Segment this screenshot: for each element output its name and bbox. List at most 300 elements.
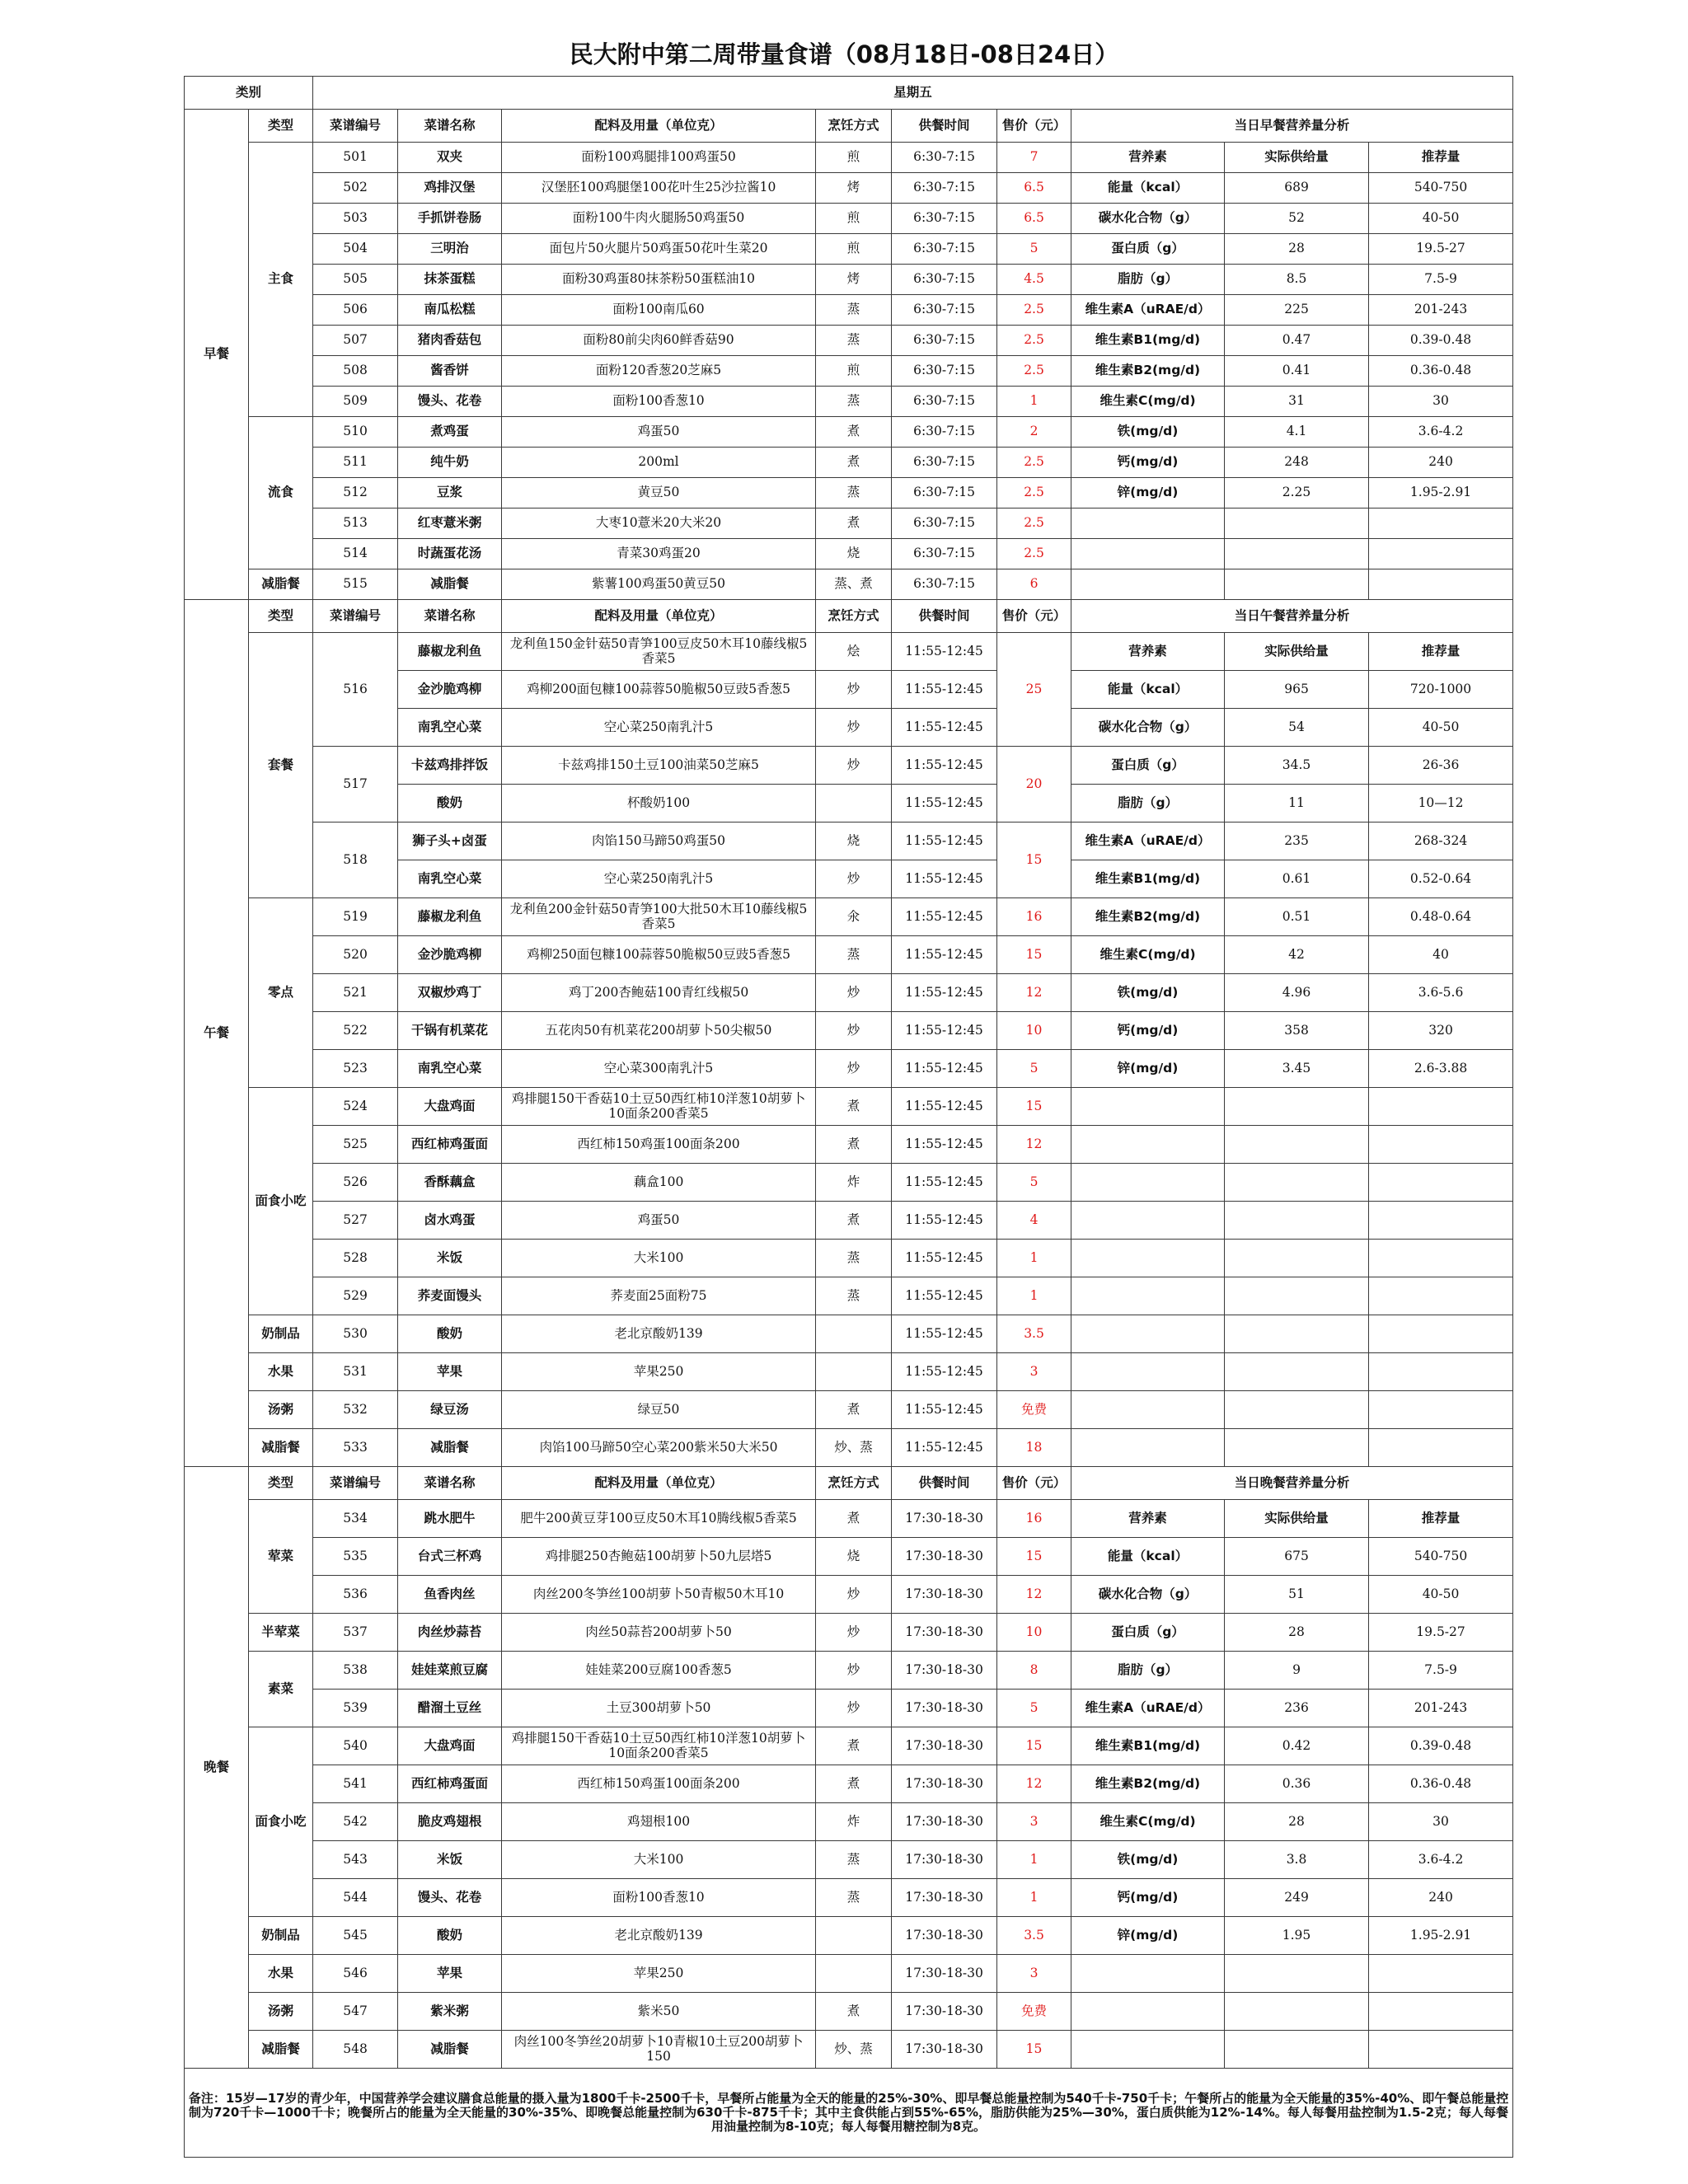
nutrient-recommend: 268-324 [1369, 823, 1513, 860]
nutrient-recommend: 0.39-0.48 [1369, 1727, 1513, 1765]
header-row [185, 1467, 1513, 1500]
nutrient-name: 维生素B1(mg/d) [1071, 1727, 1225, 1765]
dish-code: 501 [313, 143, 398, 173]
group-label: 减脂餐 [249, 1429, 313, 1467]
table-row [185, 1765, 1513, 1803]
dish-code: 514 [313, 539, 398, 569]
cooking-method [816, 1917, 892, 1955]
dish-ingredients: 老北京酸奶139 [502, 1315, 816, 1353]
serving-time: 11:55-12:45 [892, 1391, 997, 1429]
serving-time: 6:30-7:15 [892, 204, 997, 234]
cooking-method: 煮 [816, 417, 892, 448]
serving-time: 11:55-12:45 [892, 974, 997, 1012]
dish-name: 馒头、花卷 [398, 1879, 502, 1917]
dish-code: 532 [313, 1391, 398, 1429]
empty-cell [1071, 569, 1225, 600]
recommend-header: 推荐量 [1369, 143, 1513, 173]
dish-price: 2.5 [997, 478, 1071, 509]
dish-name: 南乳空心菜 [398, 1050, 502, 1088]
serving-time: 11:55-12:45 [892, 633, 997, 671]
dish-ingredients: 荞麦面25面粉75 [502, 1277, 816, 1315]
nutrient-name: 钙(mg/d) [1071, 448, 1225, 478]
dish-ingredients: 西红柿150鸡蛋100面条200 [502, 1765, 816, 1803]
dish-code: 524 [313, 1088, 398, 1126]
dish-price: 2.5 [997, 539, 1071, 569]
category-label: 类别 [185, 77, 313, 110]
dish-ingredients: 鸡蛋50 [502, 417, 816, 448]
dish-name: 脆皮鸡翅根 [398, 1803, 502, 1841]
serving-time: 6:30-7:15 [892, 356, 997, 387]
serving-time: 6:30-7:15 [892, 539, 997, 569]
dish-code: 546 [313, 1955, 398, 1993]
serving-time: 6:30-7:15 [892, 569, 997, 600]
header-name: 菜谱名称 [398, 1467, 502, 1500]
dish-ingredients: 苹果250 [502, 1955, 816, 1993]
dish-ingredients: 肉丝100冬笋丝20胡萝卜10青椒10土豆200胡萝卜150 [502, 2031, 816, 2069]
dish-name: 娃娃菜煎豆腐 [398, 1652, 502, 1690]
dish-code: 535 [313, 1538, 398, 1576]
dish-code: 542 [313, 1803, 398, 1841]
nutrient-actual: 8.5 [1225, 265, 1369, 295]
nutrient-name: 蛋白质（g） [1071, 234, 1225, 265]
dish-code: 521 [313, 974, 398, 1012]
nutrient-actual: 358 [1225, 1012, 1369, 1050]
dish-ingredients: 大枣10薏米20大米20 [502, 509, 816, 539]
cooking-method: 煮 [816, 1993, 892, 2031]
cooking-method: 炸 [816, 1164, 892, 1202]
cooking-method: 蒸、煮 [816, 569, 892, 600]
dish-price: 10 [997, 1614, 1071, 1652]
serving-time: 17:30-18-30 [892, 1500, 997, 1538]
cooking-method: 炒 [816, 860, 892, 898]
dish-price: 6 [997, 569, 1071, 600]
group-label: 套餐 [249, 633, 313, 898]
cooking-method: 煮 [816, 1088, 892, 1126]
dish-code: 503 [313, 204, 398, 234]
analysis-title: 当日晚餐营养量分析 [1071, 1467, 1513, 1500]
nutrient-name: 碳水化合物（g） [1071, 204, 1225, 234]
dish-ingredients: 面粉120香葱20芝麻5 [502, 356, 816, 387]
dish-code: 543 [313, 1841, 398, 1879]
serving-time: 6:30-7:15 [892, 387, 997, 417]
set-code: 518 [313, 823, 398, 898]
dish-code: 528 [313, 1240, 398, 1277]
dish-name: 藤椒龙利鱼 [398, 633, 502, 671]
nutrient-name: 铁(mg/d) [1071, 1841, 1225, 1879]
serving-time: 6:30-7:15 [892, 478, 997, 509]
table-row [185, 1353, 1513, 1391]
cooking-method: 炒 [816, 1652, 892, 1690]
empty-cell [1225, 1088, 1369, 1126]
cooking-method: 炒、蒸 [816, 1429, 892, 1467]
nutrient-name: 钙(mg/d) [1071, 1879, 1225, 1917]
empty-cell [1225, 569, 1369, 600]
serving-time: 17:30-18-30 [892, 1917, 997, 1955]
dish-code: 539 [313, 1690, 398, 1727]
dish-name: 醋溜土豆丝 [398, 1690, 502, 1727]
empty-cell [1369, 1993, 1513, 2031]
table-row [185, 1841, 1513, 1879]
nutrient-recommend: 0.52-0.64 [1369, 860, 1513, 898]
cooking-method: 炒 [816, 1614, 892, 1652]
nutrient-recommend: 0.39-0.48 [1369, 326, 1513, 356]
header-method: 烹饪方式 [816, 110, 892, 143]
dish-name: 台式三杯鸡 [398, 1538, 502, 1576]
nutrient-header: 营养素 [1071, 1500, 1225, 1538]
cooking-method: 蒸 [816, 1879, 892, 1917]
dish-ingredients: 藕盒100 [502, 1164, 816, 1202]
actual-header: 实际供给量 [1225, 1500, 1369, 1538]
dish-code: 506 [313, 295, 398, 326]
dish-price: 免费 [997, 1391, 1071, 1429]
note-row [185, 2069, 1513, 2158]
dish-code: 541 [313, 1765, 398, 1803]
note-text: 备注：15岁—17岁的青少年，中国营养学会建议膳食总能量的摄入量为1800千卡-2500千卡，早餐所占能量为全天的能量的25%-30%、即早餐总能量控制为540千卡-750千卡；午餐所占的能量为全天能量的35%-40%、即午餐总能量控制为720千卡—1000千卡；晚餐所占的能量为全天能量的30%-35%、即晚餐总能量控制为630千卡-875千卡；其中主食供能占到55%-65%，脂肪供能为25%—30%，蛋白质供能为12%-14%。每人每餐用盐控制为1.5-2克；每人每餐用油量控制为8-10克；每人每餐用糖控制为8克。 [185, 2069, 1513, 2158]
dish-ingredients: 龙利鱼200金针菇50青笋100大批50木耳10藤线椒5香菜5 [502, 898, 816, 936]
dish-code: 519 [313, 898, 398, 936]
empty-cell [1071, 1088, 1225, 1126]
serving-time: 11:55-12:45 [892, 860, 997, 898]
dish-price: 2.5 [997, 356, 1071, 387]
group-label: 主食 [249, 143, 313, 417]
table-row [185, 1391, 1513, 1429]
actual-header: 实际供给量 [1225, 633, 1369, 671]
cooking-method: 烧 [816, 1538, 892, 1576]
nutrient-name: 维生素C(mg/d) [1071, 936, 1225, 974]
dish-price: 3 [997, 1955, 1071, 1993]
nutrient-name: 维生素B1(mg/d) [1071, 860, 1225, 898]
empty-cell [1369, 1391, 1513, 1429]
dish-code: 531 [313, 1353, 398, 1391]
empty-cell [1225, 539, 1369, 569]
dish-ingredients: 鸡蛋50 [502, 1202, 816, 1240]
nutrient-recommend: 201-243 [1369, 295, 1513, 326]
table-row [185, 356, 1513, 387]
serving-time: 11:55-12:45 [892, 1240, 997, 1277]
cooking-method: 炒 [816, 1690, 892, 1727]
table-row [185, 1202, 1513, 1240]
dish-code: 529 [313, 1277, 398, 1315]
dish-code: 544 [313, 1879, 398, 1917]
meal-dinner: 晚餐 [185, 1467, 249, 2069]
table-row [185, 326, 1513, 356]
cooking-method: 煎 [816, 204, 892, 234]
dish-ingredients: 空心菜250南乳汁5 [502, 860, 816, 898]
table-row [185, 1050, 1513, 1088]
dish-price: 8 [997, 1652, 1071, 1690]
header-type: 类型 [249, 1467, 313, 1500]
empty-cell [1225, 1993, 1369, 2031]
nutrient-name: 维生素C(mg/d) [1071, 1803, 1225, 1841]
dish-ingredients: 娃娃菜200豆腐100香葱5 [502, 1652, 816, 1690]
set-price: 20 [997, 747, 1071, 823]
meal-lunch: 午餐 [185, 600, 249, 1467]
empty-cell [1071, 1353, 1225, 1391]
table-row [185, 509, 1513, 539]
dish-code: 510 [313, 417, 398, 448]
table-row [185, 823, 1513, 860]
dish-name: 减脂餐 [398, 569, 502, 600]
dish-price: 1 [997, 1277, 1071, 1315]
nutrient-recommend: 7.5-9 [1369, 1652, 1513, 1690]
header-row [185, 600, 1513, 633]
nutrient-name: 碳水化合物（g） [1071, 1576, 1225, 1614]
nutrient-name: 脂肪（g） [1071, 265, 1225, 295]
nutrient-actual: 3.8 [1225, 1841, 1369, 1879]
nutrient-name: 维生素B2(mg/d) [1071, 898, 1225, 936]
nutrient-recommend: 30 [1369, 1803, 1513, 1841]
dish-code: 520 [313, 936, 398, 974]
dish-name: 双椒炒鸡丁 [398, 974, 502, 1012]
group-label: 半荤菜 [249, 1614, 313, 1652]
serving-time: 6:30-7:15 [892, 173, 997, 204]
header-row [185, 110, 1513, 143]
header-time: 供餐时间 [892, 600, 997, 633]
table-row [185, 265, 1513, 295]
nutrient-actual: 28 [1225, 1614, 1369, 1652]
table-row [185, 539, 1513, 569]
dish-price: 15 [997, 1727, 1071, 1765]
table-row [185, 387, 1513, 417]
serving-time: 11:55-12:45 [892, 785, 997, 823]
empty-cell [1071, 2031, 1225, 2069]
dish-price: 18 [997, 1429, 1071, 1467]
dish-ingredients: 紫米50 [502, 1993, 816, 2031]
cooking-method: 炒 [816, 671, 892, 709]
table-row [185, 143, 1513, 173]
dish-name: 南乳空心菜 [398, 860, 502, 898]
serving-time: 11:55-12:45 [892, 1202, 997, 1240]
group-label: 减脂餐 [249, 2031, 313, 2069]
dish-name: 鱼香肉丝 [398, 1576, 502, 1614]
empty-cell [1071, 1126, 1225, 1164]
table-row [185, 1727, 1513, 1765]
cooking-method: 炒 [816, 747, 892, 785]
cooking-method: 煎 [816, 234, 892, 265]
dish-ingredients: 200ml [502, 448, 816, 478]
dish-name: 紫米粥 [398, 1993, 502, 2031]
meal-breakfast: 早餐 [185, 110, 249, 600]
cooking-method: 炒 [816, 1050, 892, 1088]
empty-cell [1225, 509, 1369, 539]
serving-time: 6:30-7:15 [892, 234, 997, 265]
nutrient-actual: 54 [1225, 709, 1369, 747]
nutrient-actual: 0.42 [1225, 1727, 1369, 1765]
serving-time: 11:55-12:45 [892, 1050, 997, 1088]
table-row [185, 295, 1513, 326]
empty-cell [1369, 2031, 1513, 2069]
dish-name: 猪肉香菇包 [398, 326, 502, 356]
empty-cell [1071, 1955, 1225, 1993]
header-ingredients: 配料及用量（单位克） [502, 1467, 816, 1500]
nutrient-recommend: 540-750 [1369, 173, 1513, 204]
table-row [185, 569, 1513, 600]
header-price: 售价（元） [997, 1467, 1071, 1500]
dish-price: 12 [997, 1576, 1071, 1614]
dish-ingredients: 黄豆50 [502, 478, 816, 509]
serving-time: 17:30-18-30 [892, 1576, 997, 1614]
nutrient-recommend: 7.5-9 [1369, 265, 1513, 295]
nutrient-recommend: 40 [1369, 936, 1513, 974]
dish-ingredients: 肥牛200黄豆芽100豆皮50木耳10腾线椒5香菜5 [502, 1500, 816, 1538]
nutrient-name: 锌(mg/d) [1071, 478, 1225, 509]
cooking-method: 煎 [816, 143, 892, 173]
cooking-method: 炒 [816, 974, 892, 1012]
dish-name: 荞麦面馒头 [398, 1277, 502, 1315]
dish-name: 减脂餐 [398, 1429, 502, 1467]
serving-time: 17:30-18-30 [892, 1690, 997, 1727]
dish-name: 双夹 [398, 143, 502, 173]
dish-code: 534 [313, 1500, 398, 1538]
dish-price: 6.5 [997, 204, 1071, 234]
empty-cell [1225, 1126, 1369, 1164]
nutrient-name: 碳水化合物（g） [1071, 709, 1225, 747]
dish-ingredients: 鸡柳250面包糠100蒜蓉50脆椒50豆豉5香葱5 [502, 936, 816, 974]
dish-ingredients: 肉馅100马蹄50空心菜200紫米50大米50 [502, 1429, 816, 1467]
serving-time: 6:30-7:15 [892, 448, 997, 478]
dish-price: 12 [997, 1765, 1071, 1803]
dish-ingredients: 五花肉50有机菜花200胡萝卜50尖椒50 [502, 1012, 816, 1050]
nutrient-recommend: 320 [1369, 1012, 1513, 1050]
serving-time: 11:55-12:45 [892, 936, 997, 974]
dish-price: 3.5 [997, 1315, 1071, 1353]
empty-cell [1369, 1240, 1513, 1277]
dish-ingredients: 面粉30鸡蛋80抹茶粉50蛋糕油10 [502, 265, 816, 295]
dish-ingredients: 绿豆50 [502, 1391, 816, 1429]
set-code: 517 [313, 747, 398, 823]
nutrient-name: 铁(mg/d) [1071, 974, 1225, 1012]
dish-ingredients: 肉丝50蒜苔200胡萝卜50 [502, 1614, 816, 1652]
table-row [185, 1690, 1513, 1727]
category-row [185, 77, 1513, 110]
nutrient-actual: 236 [1225, 1690, 1369, 1727]
dish-ingredients: 鸡排腿150干香菇10土豆50西红柿10洋葱10胡萝卜10面条200香菜5 [502, 1727, 816, 1765]
cooking-method: 蒸 [816, 936, 892, 974]
table-row [185, 1429, 1513, 1467]
cooking-method: 煮 [816, 448, 892, 478]
dish-name: 狮子头+卤蛋 [398, 823, 502, 860]
nutrient-recommend: 201-243 [1369, 1690, 1513, 1727]
nutrient-name: 维生素A（uRAE/d） [1071, 823, 1225, 860]
dish-price: 5 [997, 1164, 1071, 1202]
dish-code: 527 [313, 1202, 398, 1240]
nutrient-name: 维生素A（uRAE/d） [1071, 1690, 1225, 1727]
nutrient-recommend: 26-36 [1369, 747, 1513, 785]
dish-price: 16 [997, 898, 1071, 936]
dish-name: 馒头、花卷 [398, 387, 502, 417]
dish-code: 530 [313, 1315, 398, 1353]
dish-name: 绿豆汤 [398, 1391, 502, 1429]
cooking-method: 烩 [816, 633, 892, 671]
dish-ingredients: 空心菜300南乳汁5 [502, 1050, 816, 1088]
empty-cell [1071, 1315, 1225, 1353]
dish-code: 547 [313, 1993, 398, 2031]
dish-name: 米饭 [398, 1841, 502, 1879]
nutrient-recommend: 40-50 [1369, 204, 1513, 234]
empty-cell [1369, 1353, 1513, 1391]
serving-time: 6:30-7:15 [892, 143, 997, 173]
nutrient-recommend: 0.48-0.64 [1369, 898, 1513, 936]
empty-cell [1369, 1202, 1513, 1240]
dish-price: 4.5 [997, 265, 1071, 295]
serving-time: 11:55-12:45 [892, 1277, 997, 1315]
header-code: 菜谱编号 [313, 1467, 398, 1500]
nutrient-name: 维生素A（uRAE/d） [1071, 295, 1225, 326]
nutrient-name: 维生素C(mg/d) [1071, 387, 1225, 417]
table-row [185, 204, 1513, 234]
empty-cell [1225, 1164, 1369, 1202]
nutrient-actual: 0.36 [1225, 1765, 1369, 1803]
cooking-method [816, 785, 892, 823]
empty-cell [1071, 1164, 1225, 1202]
dish-price: 3.5 [997, 1917, 1071, 1955]
group-label: 荤菜 [249, 1500, 313, 1614]
nutrient-name: 维生素B1(mg/d) [1071, 326, 1225, 356]
dish-name: 三明治 [398, 234, 502, 265]
empty-cell [1225, 1955, 1369, 1993]
recommend-header: 推荐量 [1369, 1500, 1513, 1538]
dish-ingredients: 面粉100鸡腿排100鸡蛋50 [502, 143, 816, 173]
cooking-method: 炒 [816, 709, 892, 747]
dish-price: 10 [997, 1012, 1071, 1050]
empty-cell [1071, 1391, 1225, 1429]
empty-cell [1369, 539, 1513, 569]
dish-code: 513 [313, 509, 398, 539]
nutrient-name: 脂肪（g） [1071, 1652, 1225, 1690]
cooking-method: 炒 [816, 1012, 892, 1050]
cooking-method [816, 1955, 892, 1993]
cooking-method: 烧 [816, 823, 892, 860]
dish-ingredients: 老北京酸奶139 [502, 1917, 816, 1955]
group-label: 奶制品 [249, 1917, 313, 1955]
dish-name: 抹茶蛋糕 [398, 265, 502, 295]
dish-ingredients: 空心菜250南乳汁5 [502, 709, 816, 747]
table-row [185, 1917, 1513, 1955]
nutrient-actual: 4.96 [1225, 974, 1369, 1012]
dish-price: 12 [997, 974, 1071, 1012]
dish-code: 536 [313, 1576, 398, 1614]
cooking-method [816, 1353, 892, 1391]
dish-price: 2 [997, 417, 1071, 448]
nutrient-name: 能量（kcal） [1071, 1538, 1225, 1576]
cooking-method: 煮 [816, 1126, 892, 1164]
serving-time: 11:55-12:45 [892, 1353, 997, 1391]
dish-ingredients: 西红柿150鸡蛋100面条200 [502, 1126, 816, 1164]
group-label: 零点 [249, 898, 313, 1088]
nutrient-name: 脂肪（g） [1071, 785, 1225, 823]
cooking-method: 烧 [816, 539, 892, 569]
serving-time: 11:55-12:45 [892, 1088, 997, 1126]
dish-ingredients: 龙利鱼150金针菇50青笋100豆皮50木耳10藤线椒5香菜5 [502, 633, 816, 671]
dish-code: 504 [313, 234, 398, 265]
cooking-method: 煮 [816, 1202, 892, 1240]
nutrient-recommend: 40-50 [1369, 709, 1513, 747]
cooking-method: 炒 [816, 1576, 892, 1614]
table-row [185, 898, 1513, 936]
dish-price: 2.5 [997, 326, 1071, 356]
empty-cell [1225, 1202, 1369, 1240]
dish-ingredients: 苹果250 [502, 1353, 816, 1391]
group-label: 汤粥 [249, 1993, 313, 2031]
dish-price: 6.5 [997, 173, 1071, 204]
nutrient-recommend: 3.6-4.2 [1369, 417, 1513, 448]
header-type: 类型 [249, 110, 313, 143]
dish-code: 511 [313, 448, 398, 478]
dish-name: 酸奶 [398, 1917, 502, 1955]
header-price: 售价（元） [997, 110, 1071, 143]
dish-price: 5 [997, 1050, 1071, 1088]
cooking-method: 煮 [816, 1391, 892, 1429]
